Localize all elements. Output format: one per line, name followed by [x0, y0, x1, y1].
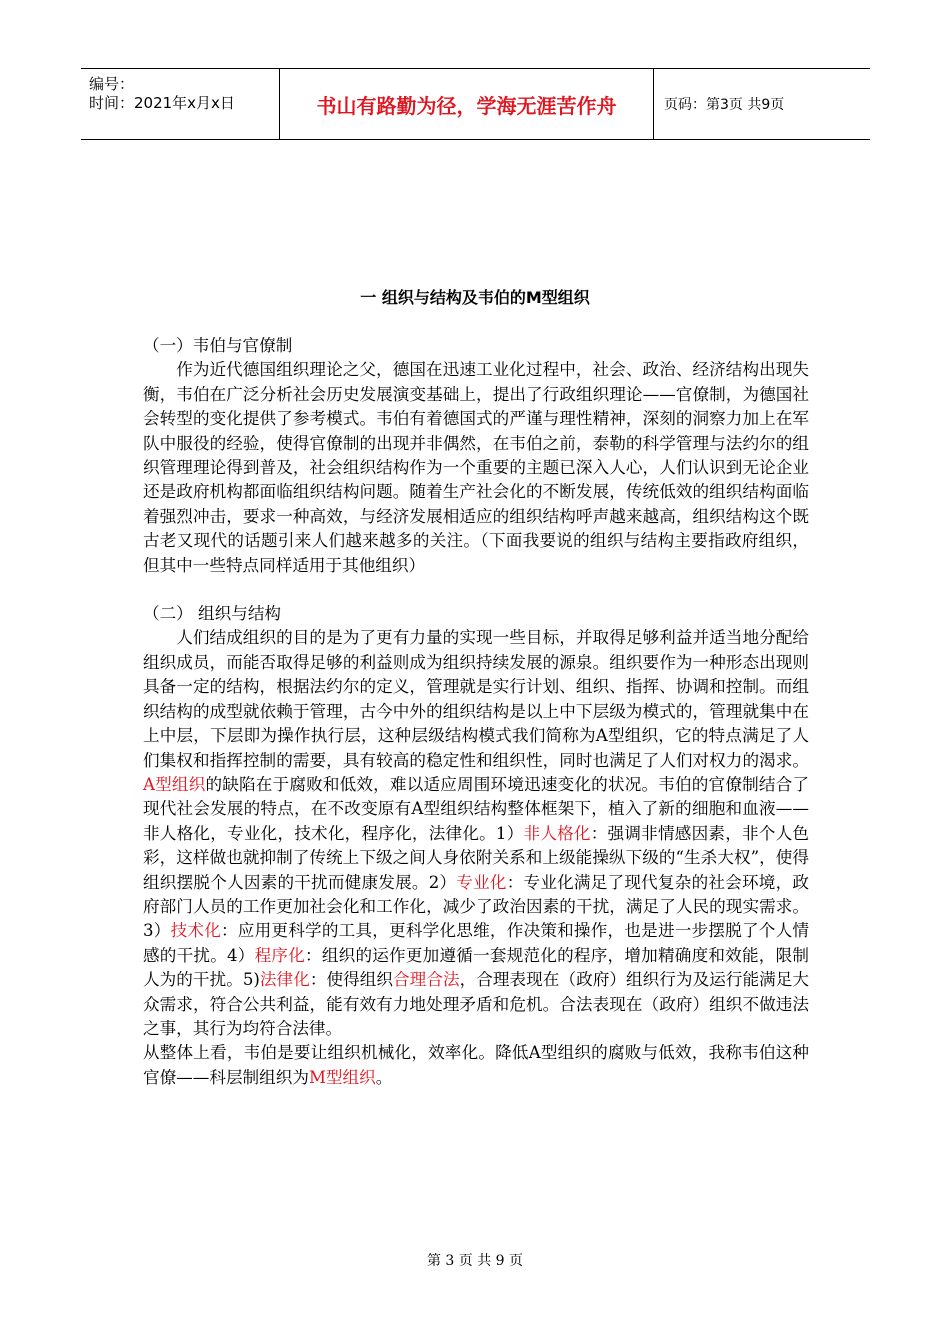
header-page-info: 页码：第3页 共9页	[664, 97, 785, 113]
highlight-legal: 法律化	[259, 970, 310, 990]
document-body	[143, 334, 809, 1090]
time-label: 时间：2021年x月x日	[89, 94, 235, 112]
section1-heading: （一）韦伯与官僚制	[143, 336, 293, 355]
section2-paragraph	[143, 626, 809, 1041]
text-run: 。	[375, 1067, 393, 1087]
header-table	[81, 68, 870, 140]
text-run: 从整体上看，韦伯是要让组织机械化，效率化。降低A型组织的腐败与低效，我称韦伯这种官僚——科层制组织为	[143, 1043, 809, 1087]
text-run: ：组织的运作更加遵循一套规范化的程序，增加精确度和效能，限制人为的干扰。5)	[143, 945, 809, 990]
highlight-procedural: 程序化	[254, 945, 306, 965]
highlight-specialization: 专业化	[456, 872, 507, 892]
summary-paragraph	[143, 1041, 809, 1090]
header-left-cell	[81, 69, 279, 139]
text-run: ：应用更科学的工具，更科学化思维，作决策和操作，也是进一步摆脱了个人情感的干扰。4）	[143, 921, 809, 965]
spacer	[143, 578, 809, 602]
text-run: ：强调非情感因素，非个人色彩，这样做也就抑制了传统上下级之间人身依附关系和上级能操纵下级的“生杀大权”，使得组织摆脱个人因素的干扰而健康发展。2）	[143, 823, 810, 892]
highlight-a-type-org: A型组织	[143, 774, 206, 794]
text-run: ：专业化满足了现代复杂的社会环境，政府部门人员的工作更加社会化和工作化，减少了政治因素的干扰，满足了人民的现实需求。3）	[143, 872, 809, 941]
highlight-m-type-org: M型组织	[308, 1067, 376, 1087]
header-motto: 书山有路勤为径，学海无涯苦作舟	[279, 69, 654, 139]
text-run: ：使得组织	[309, 970, 394, 990]
highlight-impersonal: 非人格化	[523, 823, 591, 843]
highlight-technical: 技术化	[170, 921, 221, 941]
number-label: 编号：	[89, 75, 135, 93]
section2-heading: （二） 组织与结构	[143, 604, 282, 624]
text-run: 的缺陷在于腐败和低效，难以适应周围环境迅速变化的状况。韦伯的官僚制结合了现代社会发展的特点，在不改变原有A型组织结构整体框架下，植入了新的细胞和血液——非人格化，专业化，技术化，程序化，法律化。1）	[143, 774, 809, 843]
text-run: 人们结成组织的目的是为了更有力量的实现一些目标，并取得足够利益并适当地分配给组织成员，而能否取得足够的利益则成为组织持续发展的源泉。组织要作为一种形态出现则具备一定的结构，根据法约尔的定义，管理就是实行计划、组织、指挥、协调和控制。而组织结构的成型就依赖于管理，古今中外的组织结构是以上中下层级为模式的，管理就集中在上中层，下层即为操作执行层，这种层级结构模式我们简称为A型组织，它的特点满足了人们集权和指挥控制的需要，具有较高的稳定性和组织性，同时也满足了人们对权力的渴求。	[143, 628, 809, 770]
document-title: 一 组织与结构及韦伯的M型组织	[360, 288, 590, 307]
page-footer: 第 3 页 共 9 页	[426, 1253, 524, 1269]
section1-paragraph: 作为近代德国组织理论之父，德国在迅速工业化过程中，社会、政治、经济结构出现失衡，韦伯在广泛分析社会历史发展演变基础上，提出了行政组织理论——官僚制，为德国社会转型的变化提供了参考模式。韦伯有着德国式的严谨与理性精神，深刻的洞察力加上在军队中服役的经验，使得官僚制的出现并非偶然，在韦伯之前，泰勒的科学管理与法约尔的组织管理理论得到普及，社会组织结构作为一个重要的主题已深入人心，人们认识到无论企业还是政府机构都面临组织结构问题。随着生产社会化的不断发展，传统低效的组织结构面临着强烈冲击，要求一种高效，与经济发展相适应的组织结构呼声越来越高，组织结构这个既古老又现代的话题引来人们越来越多的关注。（下面我要说的组织与结构主要指政府组织，但其中一些特点同样适用于其他组织）	[143, 360, 809, 575]
text-run: ，合理表现在（政府）组织行为及运行能满足大众需求，符合公共利益，能有效有力地处理矛盾和危机。合法表现在（政府）组织不做违法之事，其行为均符合法律。	[143, 970, 810, 1038]
highlight-reasonable-legal: 合理合法	[393, 970, 460, 990]
